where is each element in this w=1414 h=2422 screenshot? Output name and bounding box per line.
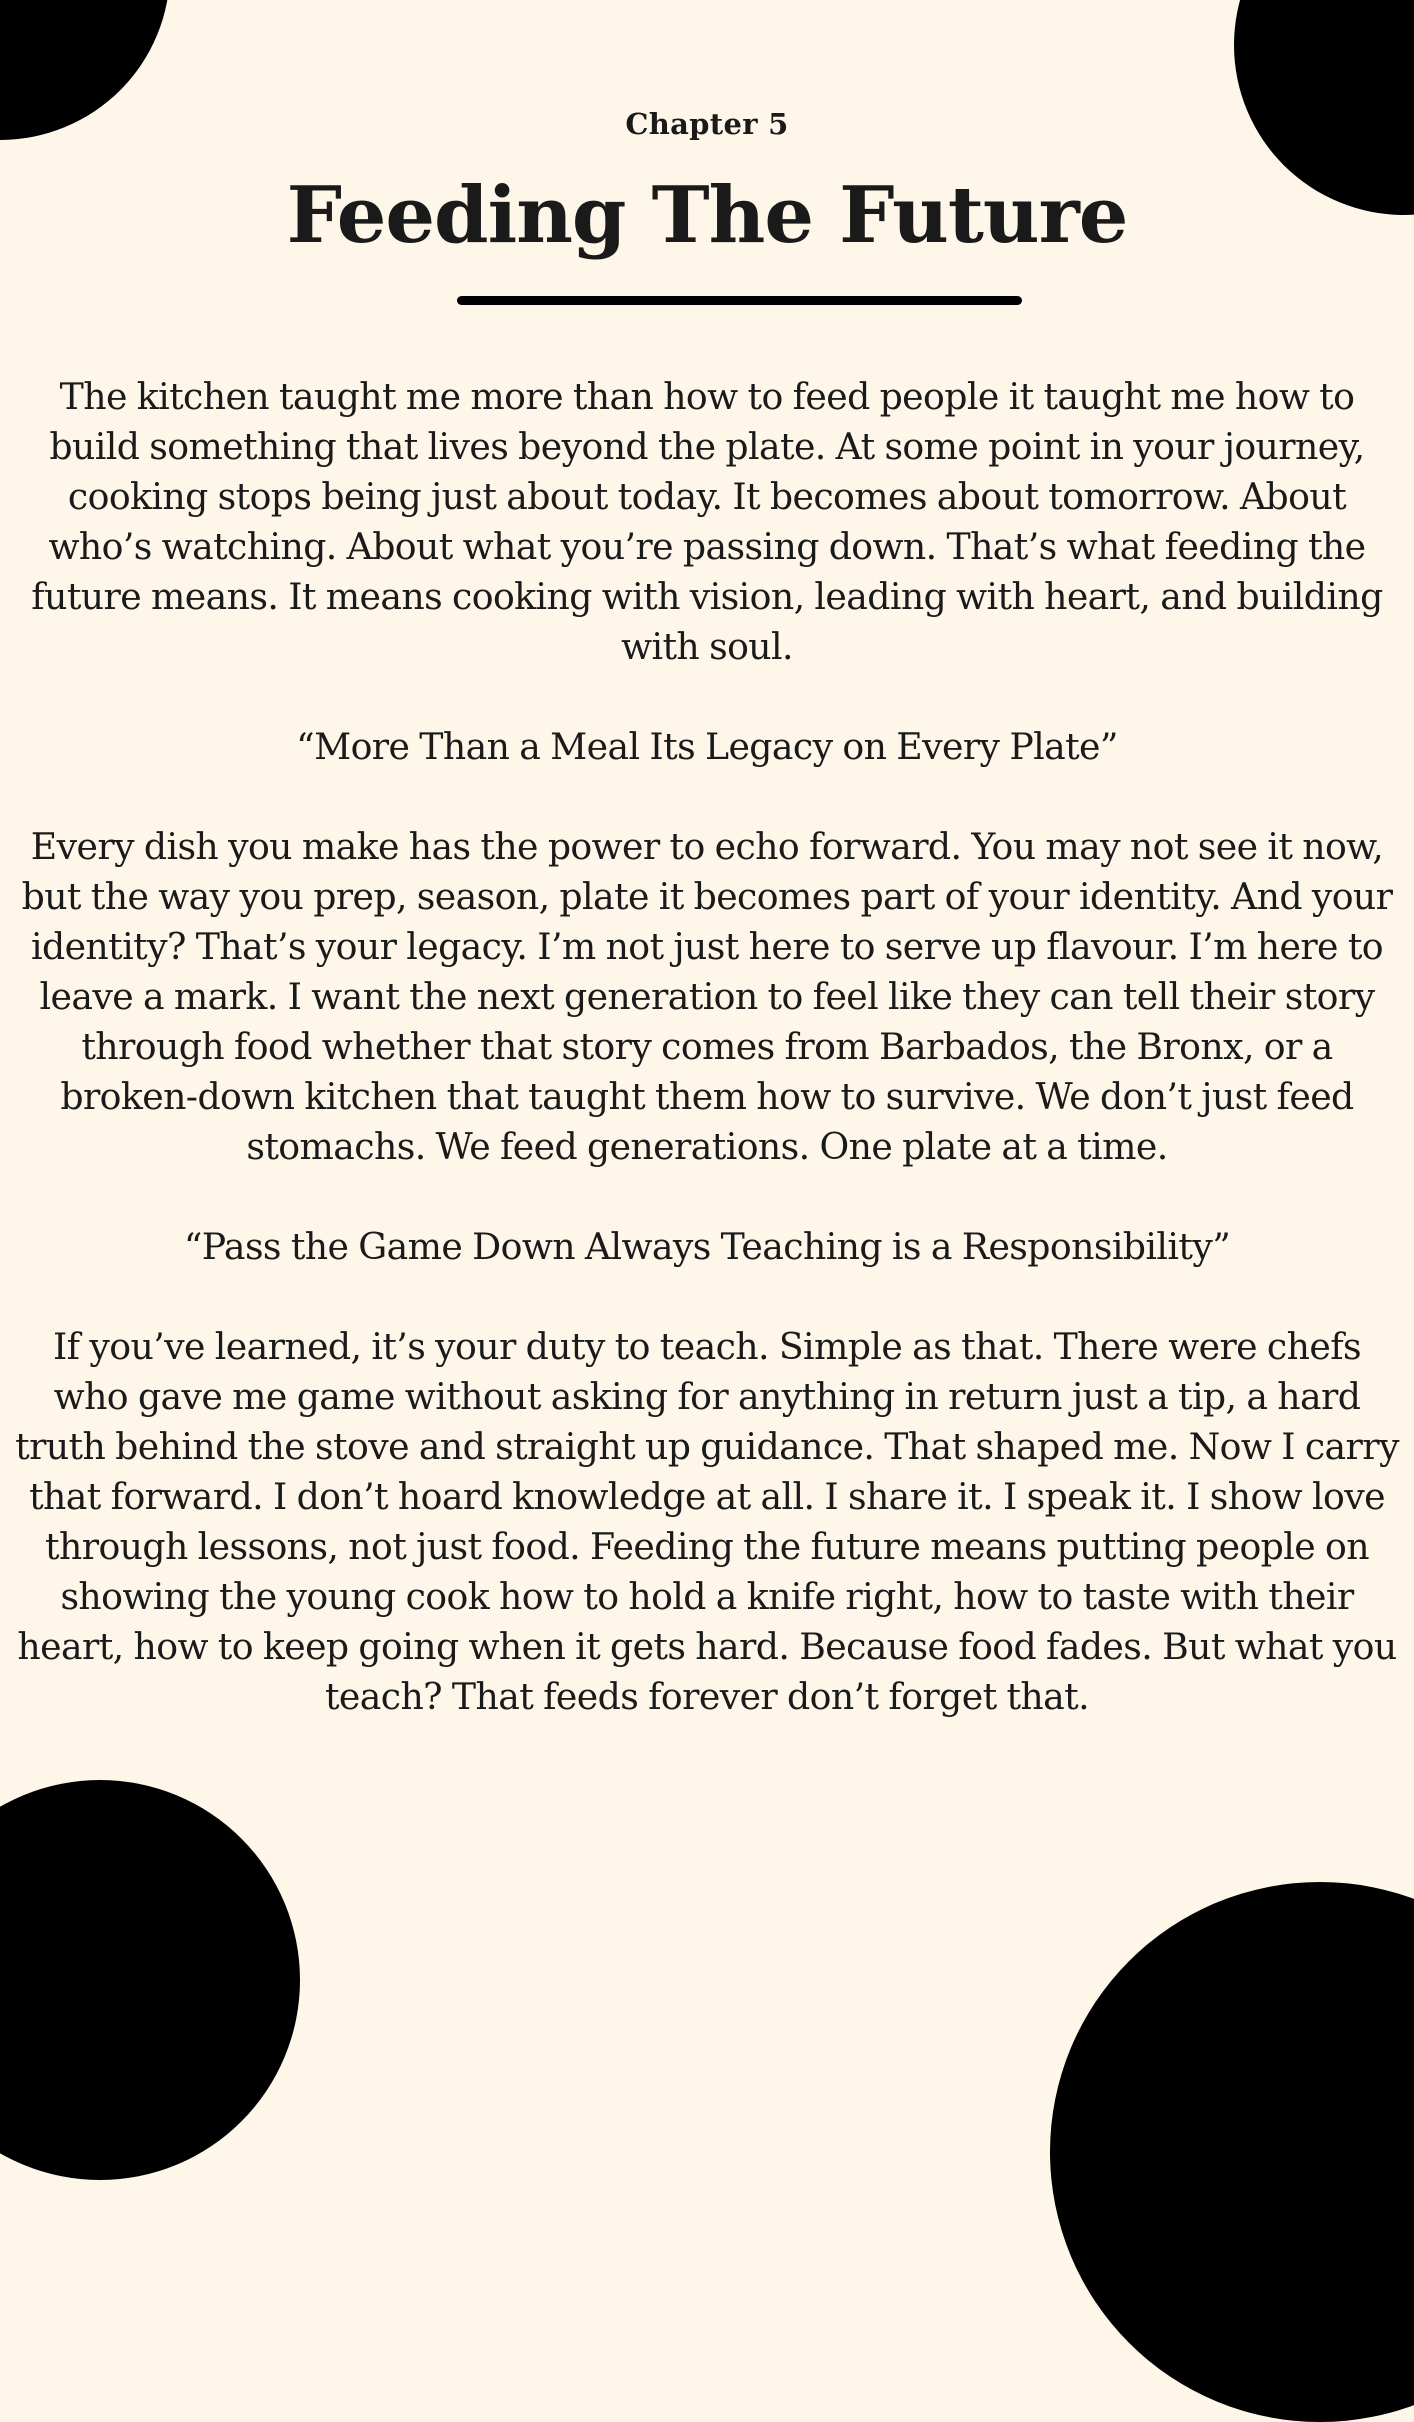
chapter-label: Chapter 5	[625, 107, 789, 141]
text-line: If you’ve learned, it’s your duty to teach. Simple as that. There were chefs	[52, 1325, 1362, 1368]
paragraph-gap	[0, 1172, 1414, 1222]
text-line: cooking stops being just about today. It becomes about tomorrow. About	[67, 475, 1347, 518]
text-line: who gave me game without asking for anything in return just a tip, a hard	[53, 1375, 1361, 1418]
text-line: truth behind the stove and straight up guidance. That shaped me. Now I carry	[15, 1425, 1399, 1468]
paragraph-gap	[0, 672, 1414, 722]
text-line: identity? That’s your legacy. I’m not just here to serve up flavour. I’m here to	[31, 925, 1383, 968]
text-line: stomachs. We feed generations. One plate at a time.	[246, 1125, 1168, 1168]
section-1-paragraph	[0, 822, 1414, 1172]
section-heading: “Pass the Game Down Always Teaching is a Responsibility”	[183, 1225, 1231, 1268]
text-line: but the way you prep, season, plate it becomes part of your identity. And your	[21, 875, 1393, 918]
text-line: heart, how to keep going when it gets hard. Because food fades. But what you	[17, 1625, 1397, 1668]
text-line: through lessons, not just food. Feeding the future means putting people on	[45, 1525, 1369, 1568]
text-line: Every dish you make has the power to echo forward. You may not see it now,	[30, 825, 1384, 868]
text-line: with soul.	[621, 625, 793, 668]
title-underline-rule	[457, 296, 1022, 305]
body-text	[0, 372, 1414, 1722]
text-line: broken-down kitchen that taught them how to survive. We don’t just feed	[60, 1075, 1354, 1118]
page-title: Feeding The Future	[286, 170, 1128, 261]
decorative-corner-circle-bottom-left	[0, 1780, 300, 2180]
paragraph-gap	[0, 1272, 1414, 1322]
section-2-paragraph	[0, 1322, 1414, 1722]
text-line: build something that lives beyond the plate. At some point in your journey,	[49, 425, 1365, 468]
text-line: showing the young cook how to hold a knife right, how to taste with their	[60, 1575, 1354, 1618]
decorative-corner-circle-bottom-right	[1050, 1882, 1414, 2422]
text-line: The kitchen taught me more than how to feed people it taught me how to	[59, 375, 1355, 418]
text-line: leave a mark. I want the next generation to feel like they can tell their story	[39, 975, 1375, 1018]
text-line: teach? That feeds forever don’t forget that.	[324, 1675, 1090, 1718]
text-line: through food whether that story comes from Barbados, the Bronx, or a	[81, 1025, 1333, 1068]
text-line: future means. It means cooking with vision, leading with heart, and building	[31, 575, 1383, 618]
text-line: that forward. I don’t hoard knowledge at all. I share it. I speak it. I show love	[29, 1475, 1385, 1518]
section-heading: “More Than a Meal Its Legacy on Every Plate”	[296, 725, 1118, 768]
paragraph-gap	[0, 772, 1414, 822]
text-line: who’s watching. About what you’re passing down. That’s what feeding the	[48, 525, 1366, 568]
intro-paragraph	[0, 372, 1414, 672]
